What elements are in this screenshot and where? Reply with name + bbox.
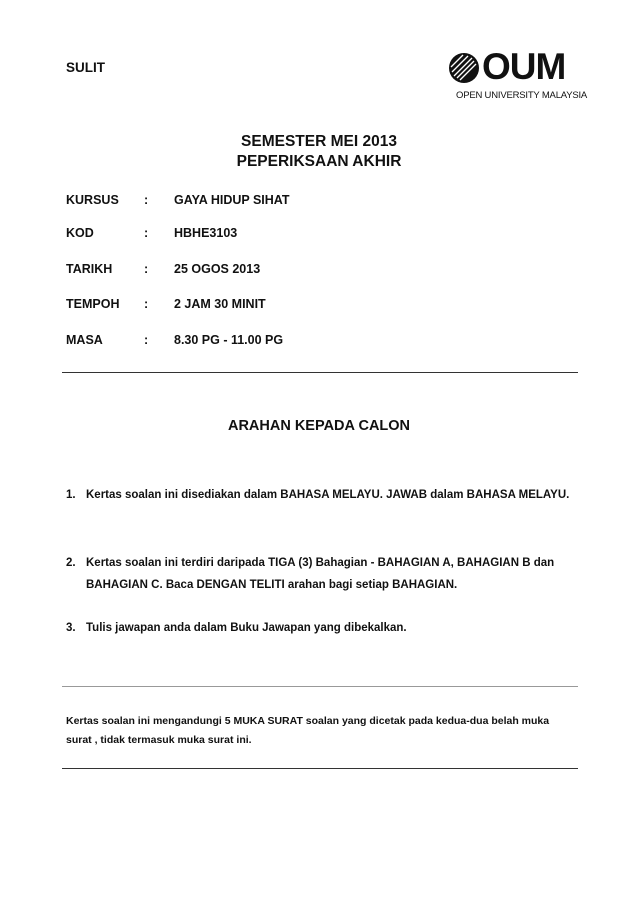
logo-wordmark: OUM [482, 46, 566, 87]
instruction-number: 2. [66, 557, 76, 569]
info-value: 25 OGOS 2013 [174, 262, 261, 276]
info-colon: : [144, 193, 149, 207]
oum-logo [448, 46, 588, 106]
info-value: 8.30 PG - 11.00 PG [174, 333, 284, 347]
info-colon: : [144, 297, 149, 311]
info-label: TARIKH [66, 262, 113, 276]
info-label: KOD [66, 226, 94, 240]
page-count-note: Kertas soalan ini mengandungi 5 MUKA SURAT soalan yang dicetak pada kedua-dua belah muka surat , tidak termasuk muka surat ini. [66, 715, 550, 746]
logo-subtitle: OPEN UNIVERSITY MALAYSIA [456, 90, 588, 101]
info-label: KURSUS [66, 193, 119, 207]
instruction-number: 3. [66, 622, 76, 634]
divider [62, 768, 578, 769]
instruction-item [66, 484, 570, 528]
instruction-text: Kertas soalan ini terdiri daripada TIGA (3) Bahagian - BAHAGIAN A, BAHAGIAN B dan BAHAGIAN C. Baca DENGAN TELITI arahan bagi setiap BAHAGIAN. [86, 557, 555, 591]
info-colon: : [144, 226, 149, 240]
classification-label: SULIT [66, 60, 105, 75]
oum-emblem-icon [448, 52, 480, 84]
instruction-text: Tulis jawapan anda dalam Buku Jawapan yang dibekalkan. [86, 622, 407, 634]
info-value: 2 JAM 30 MINIT [174, 297, 266, 311]
instruction-number: 1. [66, 489, 76, 501]
divider [62, 372, 578, 373]
semester-title: SEMESTER MEI 2013 [241, 133, 397, 150]
info-label: TEMPOH [66, 297, 120, 311]
info-value: GAYA HIDUP SIHAT [174, 193, 290, 207]
instructions-heading: ARAHAN KEPADA CALON [227, 418, 411, 434]
exam-title: PEPERIKSAAN AKHIR [236, 153, 402, 170]
info-value: HBHE3103 [174, 226, 238, 240]
info-label: MASA [66, 333, 103, 347]
info-colon: : [144, 333, 149, 347]
instruction-text: Kertas soalan ini disediakan dalam BAHASA MELAYU. JAWAB dalam BAHASA MELAYU. [86, 489, 570, 501]
instruction-item [66, 617, 566, 639]
info-colon: : [144, 262, 149, 276]
instruction-item [66, 552, 566, 596]
divider [62, 686, 578, 687]
